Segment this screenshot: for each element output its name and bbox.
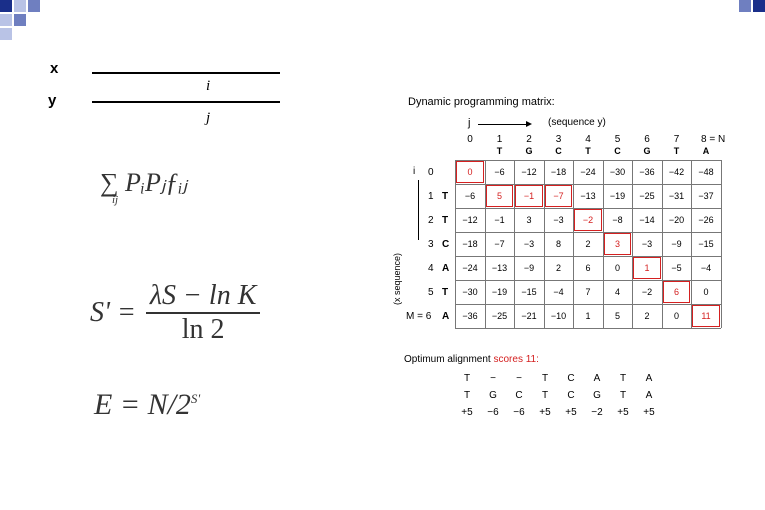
matrix-cell: −30 [462, 287, 478, 297]
e-value-expression: E = N/2 [94, 388, 191, 421]
s-prime-denominator: ln 2 [181, 314, 225, 345]
matrix-cell: −6 [464, 191, 476, 201]
decor-square [28, 0, 40, 12]
col-index: 1 [496, 134, 503, 145]
sum-expression: ∑ PᵢPⱼƒᵢⱼ [100, 168, 188, 197]
i-label: i [206, 78, 211, 94]
row-letter: A [442, 263, 450, 274]
matrix-cell: −4 [553, 287, 564, 297]
row-letter: T [442, 191, 449, 202]
matrix-cell: 0 [614, 263, 620, 273]
matrix-cell: 5 [496, 191, 502, 201]
alignment-y-char: A [645, 390, 653, 401]
matrix-cell: −25 [639, 191, 655, 201]
dp-seq-y-label: (sequence y) [548, 117, 606, 128]
matrix-cell: 1 [585, 311, 591, 321]
top-bar [42, 0, 765, 14]
alignment-x-char: C [567, 373, 575, 384]
alignment-score: −6 [513, 407, 525, 418]
matrix-cell: −10 [550, 311, 567, 321]
col-index: 4 [585, 134, 591, 145]
row-letter: C [442, 239, 450, 250]
matrix-cell: −24 [580, 167, 596, 177]
row-index: M = 6 [406, 311, 432, 322]
matrix-cell: −18 [550, 167, 567, 177]
col-letter: C [555, 146, 562, 156]
y-label: y [48, 92, 57, 109]
matrix-cell: −21 [521, 311, 537, 321]
alignment-x-char: A [645, 373, 653, 384]
col-index: 2 [526, 134, 532, 145]
alignment-score: −2 [591, 407, 603, 418]
alignment-y-char: C [515, 390, 523, 401]
e-value-formula [94, 388, 200, 422]
j-label: j [206, 110, 211, 126]
matrix-cell: −15 [698, 239, 714, 249]
col-index: 7 [673, 134, 680, 145]
col-letter: C [614, 146, 621, 156]
decor-square [14, 14, 26, 26]
matrix-cell: 2 [585, 239, 591, 249]
matrix-cell: 3 [614, 239, 620, 249]
alignment-y-char: T [541, 390, 549, 401]
row-index: 0 [428, 167, 434, 178]
matrix-cell: −19 [491, 287, 508, 297]
j-arrow-head [526, 121, 532, 127]
matrix-cell: 6 [585, 263, 591, 273]
matrix-cell: −13 [580, 191, 596, 201]
row-index: 1 [428, 191, 434, 202]
j-arrow [478, 124, 528, 125]
col-letter: T [496, 146, 503, 156]
matrix-cell: 3 [526, 215, 532, 225]
matrix-cell: 7 [585, 287, 591, 297]
matrix-cell: −2 [641, 287, 653, 297]
matrix-cell: −5 [671, 263, 682, 273]
col-index: 0 [467, 134, 473, 145]
y-rule [92, 101, 280, 103]
matrix-cell: −25 [491, 311, 508, 321]
alignment-y-char: T [463, 390, 471, 401]
alignment-y-char: T [619, 390, 627, 401]
matrix-cell: −19 [609, 191, 626, 201]
s-prime-lhs: S' = [90, 297, 136, 328]
alignment-score: +5 [539, 407, 551, 418]
matrix-cell: 2 [644, 311, 650, 321]
alignment-x-char: − [516, 373, 522, 384]
matrix-cell: −8 [612, 215, 623, 225]
matrix-cell: −2 [582, 215, 594, 225]
col-letter: T [673, 146, 680, 156]
matrix-cell: −13 [491, 263, 508, 273]
alignment-y-char: G [593, 390, 601, 401]
row-index: 3 [428, 239, 434, 250]
alignment-score: +5 [617, 407, 629, 418]
matrix-cell: −9 [523, 263, 535, 273]
matrix-cell: −20 [668, 215, 685, 225]
matrix-cell: 0 [703, 287, 709, 297]
alignment-x-char: T [541, 373, 549, 384]
row-index: 2 [428, 215, 434, 226]
matrix-cell: −36 [462, 311, 478, 321]
matrix-cell: 5 [614, 311, 620, 321]
x-label: x [50, 60, 59, 77]
matrix-cell: −48 [698, 167, 714, 177]
matrix-cell: −3 [523, 239, 535, 249]
matrix-cell: −30 [609, 167, 626, 177]
decor-square [0, 0, 12, 12]
matrix-cell: −24 [462, 263, 478, 273]
dp-j-label: j [468, 117, 471, 129]
sum-index: ij [112, 194, 119, 206]
sum-formula [100, 168, 187, 206]
i-arrow [418, 180, 419, 240]
matrix-cell: −26 [698, 215, 714, 225]
matrix-cell: −7 [494, 239, 505, 249]
matrix-cell: −31 [668, 191, 685, 201]
matrix-cell: −3 [641, 239, 653, 249]
matrix-cell: −42 [668, 167, 685, 177]
decor-square [0, 14, 12, 26]
matrix-cell: −1 [494, 215, 505, 225]
decor-square [14, 0, 26, 12]
col-letter: G [525, 146, 533, 156]
matrix-cell: 2 [555, 263, 561, 273]
s-prime-numerator: λS − ln K [149, 280, 257, 311]
col-index: 5 [614, 134, 621, 145]
row-index: 5 [428, 287, 434, 298]
alignment-y-char: C [567, 390, 575, 401]
decor-square [753, 0, 765, 12]
col-letter: T [585, 146, 591, 156]
grid-line [455, 328, 721, 329]
matrix-cell: 11 [701, 311, 711, 321]
col-index: 8 = N [701, 134, 726, 145]
col-index: 3 [555, 134, 562, 145]
alignment-score: +5 [461, 407, 473, 418]
dp-seq-x-label: (x sequence) [392, 252, 402, 305]
row-letter: A [442, 311, 450, 322]
x-rule [92, 72, 280, 74]
alignment-y-char: G [489, 390, 497, 401]
row-index: 4 [428, 263, 434, 274]
dp-i-label: i [413, 166, 416, 177]
matrix-cell: 1 [644, 263, 650, 273]
matrix-cell: −14 [639, 215, 655, 225]
col-letter: A [702, 146, 710, 156]
optimum-score: scores 11: [493, 354, 539, 365]
matrix-cell: −37 [698, 191, 714, 201]
matrix-cell: −12 [462, 215, 478, 225]
alignment-score-row [454, 407, 662, 418]
matrix-cell: −9 [671, 239, 682, 249]
decor-square [739, 0, 751, 12]
alignment-score: +5 [643, 407, 655, 418]
optimum-prefix: Optimum alignment [404, 354, 494, 365]
matrix-cell: −7 [553, 191, 564, 201]
matrix-cell: −6 [494, 167, 505, 177]
e-value-exponent: S' [190, 391, 201, 406]
dp-title: Dynamic programming matrix: [408, 96, 555, 108]
optimum-caption [404, 354, 539, 365]
matrix-cell: 8 [555, 239, 561, 249]
alignment-y-row [454, 390, 662, 401]
matrix-cell: −1 [523, 191, 535, 201]
s-prime-formula [90, 280, 260, 346]
alignment-score: −6 [487, 407, 499, 418]
col-index: 6 [644, 134, 650, 145]
matrix-cell: 6 [673, 287, 679, 297]
alignment-x-char: − [490, 373, 496, 384]
alignment-score: +5 [565, 407, 577, 418]
row-letter: T [442, 287, 449, 298]
fraction [146, 280, 260, 346]
matrix-cell: −18 [462, 239, 478, 249]
matrix-cell: −12 [521, 167, 537, 177]
matrix-cell: −36 [639, 167, 655, 177]
row-letter: T [442, 215, 449, 226]
decor-square [0, 28, 12, 40]
matrix-cell: −4 [700, 263, 712, 273]
alignment-x-char: A [593, 373, 601, 384]
alignment-x-row [454, 373, 662, 384]
matrix-cell: −15 [521, 287, 537, 297]
matrix-cell: 0 [673, 311, 679, 321]
alignment-x-char: T [463, 373, 471, 384]
alignment-x-char: T [619, 373, 627, 384]
matrix-cell: 0 [467, 167, 473, 177]
col-letter: G [643, 146, 651, 156]
matrix-cell: 4 [614, 287, 620, 297]
matrix-cell: −3 [553, 215, 564, 225]
